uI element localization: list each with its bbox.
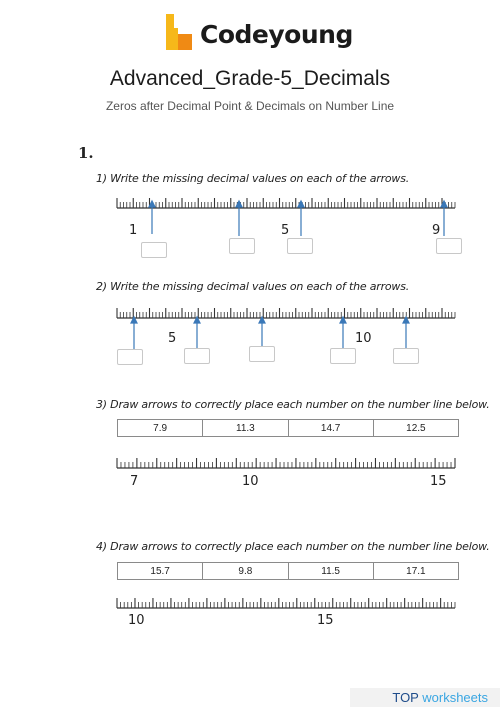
topworksheets-logo <box>392 690 488 705</box>
logo-text: Codeyoung <box>200 20 353 49</box>
codeyoung-logo <box>166 14 353 56</box>
part-2-instruction: 2) Write the missing decimal values on each of the arrows. <box>96 280 410 293</box>
tick-label: 10 <box>242 474 259 489</box>
worksheet-subtitle: Zeros after Decimal Point & Decimals on Number Line <box>105 99 395 113</box>
answer-box[interactable] <box>184 348 210 364</box>
answer-box[interactable] <box>229 238 255 254</box>
answer-box[interactable] <box>141 242 167 258</box>
numbers-table-4 <box>117 562 459 580</box>
tick-label: 15 <box>317 613 334 628</box>
arrow-icon <box>340 317 346 323</box>
number-cell: 11.3 <box>203 420 288 437</box>
number-cell: 9.8 <box>203 563 288 580</box>
number-cell: 12.5 <box>373 420 458 437</box>
worksheet-title: Advanced_Grade-5_Decimals <box>109 67 391 90</box>
tick-label: 7 <box>130 474 139 489</box>
number-cell: 15.7 <box>118 563 203 580</box>
codeyoung-logo-icon <box>166 14 196 50</box>
tick-label: 10 <box>355 331 372 346</box>
arrow-icon <box>149 201 155 207</box>
number-cell: 17.1 <box>373 563 458 580</box>
number-line-4[interactable] <box>0 590 500 620</box>
answer-box[interactable] <box>330 348 356 364</box>
part-4-instruction: 4) Draw arrows to correctly place each number on the number line below. <box>96 540 490 553</box>
part-1-instruction: 1) Write the missing decimal values on each of the arrows. <box>96 172 410 185</box>
tick-label: 1 <box>129 223 138 238</box>
arrow-icon <box>441 201 447 207</box>
tick-label: 9 <box>432 223 441 238</box>
number-cell: 7.9 <box>118 420 203 437</box>
brand-worksheets: worksheets <box>422 690 488 705</box>
number-cell: 14.7 <box>288 420 373 437</box>
arrow-icon <box>236 201 242 207</box>
number-cell: 11.5 <box>288 563 373 580</box>
answer-box[interactable] <box>393 348 419 364</box>
arrow-icon <box>259 317 265 323</box>
answer-box[interactable] <box>117 349 143 365</box>
topworksheets-footer <box>350 688 500 707</box>
arrow-icon <box>131 317 137 323</box>
part-3-instruction: 3) Draw arrows to correctly place each number on the number line below. <box>96 398 490 411</box>
answer-box[interactable] <box>249 346 275 362</box>
tick-label: 15 <box>430 474 447 489</box>
arrow-icon <box>298 201 304 207</box>
brand-top: TOP <box>392 690 419 705</box>
arrow-icon <box>194 317 200 323</box>
arrow-icon <box>403 317 409 323</box>
question-number: 1. <box>78 144 94 162</box>
tick-label: 5 <box>168 331 177 346</box>
answer-box[interactable] <box>287 238 313 254</box>
answer-box[interactable] <box>436 238 462 254</box>
tick-label: 5 <box>281 223 290 238</box>
tick-label: 10 <box>128 613 145 628</box>
numbers-table-3 <box>117 419 459 437</box>
